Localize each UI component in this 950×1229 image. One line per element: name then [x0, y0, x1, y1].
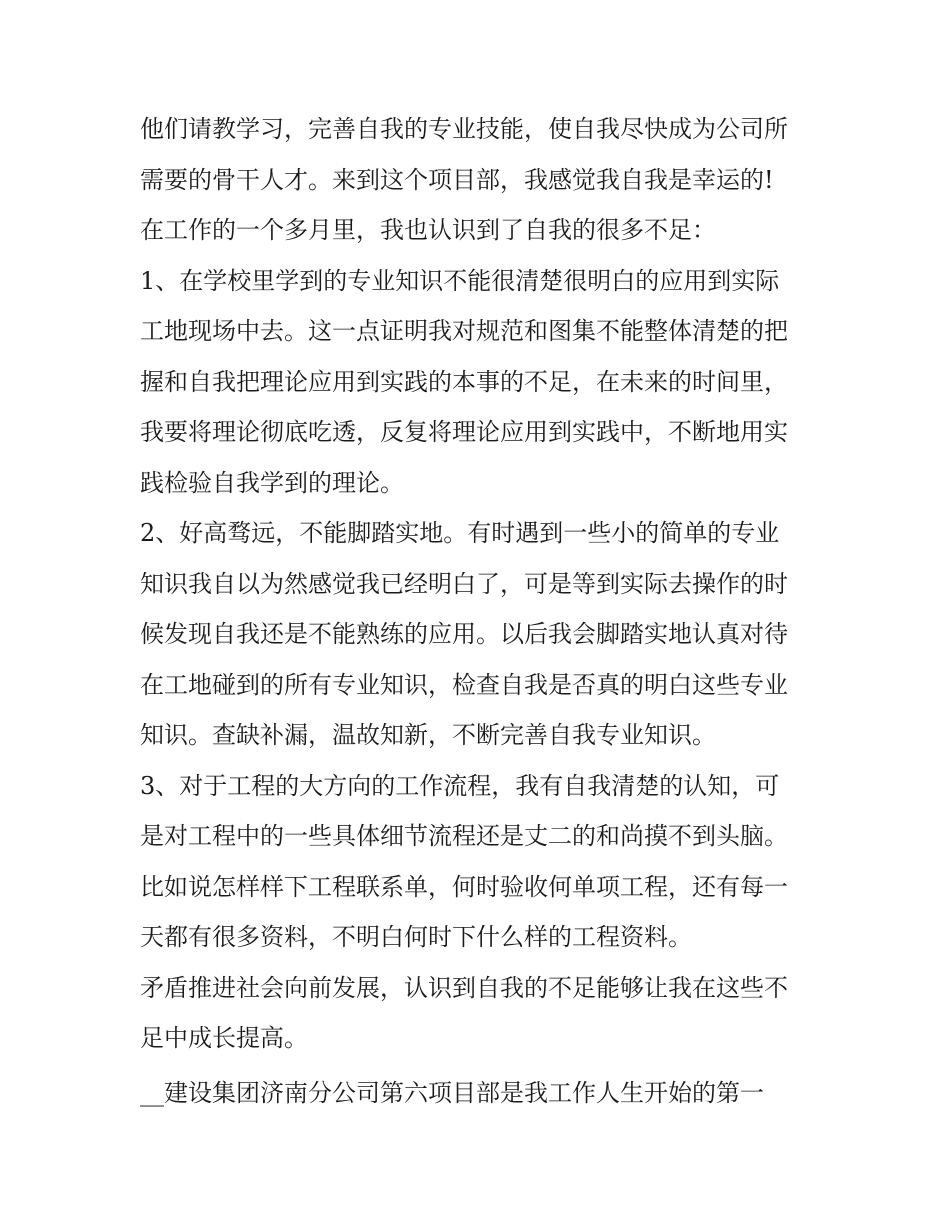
text-line: 工地现场中去。这一点证明我对规范和图集不能整体清楚的把	[140, 317, 788, 345]
text-line: 3、对于工程的大方向的工作流程，我有自我清楚的认知，可	[140, 771, 780, 800]
text-line: 知识。查缺补漏，温故知新，不断完善自我专业知识。	[140, 721, 716, 749]
text-line: 天都有很多资料，不明白何时下什么样的工程资料。	[140, 923, 692, 951]
text-line: 他们请教学习，完善自我的专业技能，使自我尽快成为公司所	[140, 115, 788, 143]
text-line: 1、在学校里学到的专业知识不能很清楚很明白的应用到实际	[140, 266, 780, 295]
text-line: 比如说怎样样下工程联系单，何时验收何单项工程，还有每一	[140, 872, 788, 901]
text-line: 需要的骨干人才。来到这个项目部，我感觉我自我是幸运的!	[140, 165, 774, 194]
text-line: 候发现自我还是不能熟练的应用。以后我会脚踏实地认真对待	[140, 620, 788, 648]
text-line: 矛盾推进社会向前发展，认识到自我的不足能够让我在这些不	[140, 973, 788, 1002]
text-line: __建设集团济南分公司第六项目部是我工作人生开始的第一	[140, 1078, 764, 1107]
text-line: 我要将理论彻底吃透，反复将理论应用到实践中，不断地用实	[140, 418, 788, 446]
text-line: 2、好高骛远，不能脚踏实地。有时遇到一些小的简单的专业	[140, 519, 780, 547]
text-line: 足中成长提高。	[140, 1024, 308, 1052]
text-line: 践检验自我学到的理论。	[140, 468, 404, 497]
text-line: 在工地碰到的所有专业知识，检查自我是否真的明白这些专业	[140, 670, 788, 699]
text-line: 在工作的一个多月里，我也认识到了自我的很多不足：	[140, 216, 716, 244]
text-line: 握和自我把理论应用到实践的本事的不足，在未来的时间里，	[140, 367, 788, 396]
text-line: 是对工程中的一些具体细节流程还是丈二的和尚摸不到头脑。	[140, 822, 788, 850]
text-line: 知识我自以为然感觉我已经明白了，可是等到实际去操作的时	[140, 569, 788, 598]
document-body	[140, 104, 820, 1118]
